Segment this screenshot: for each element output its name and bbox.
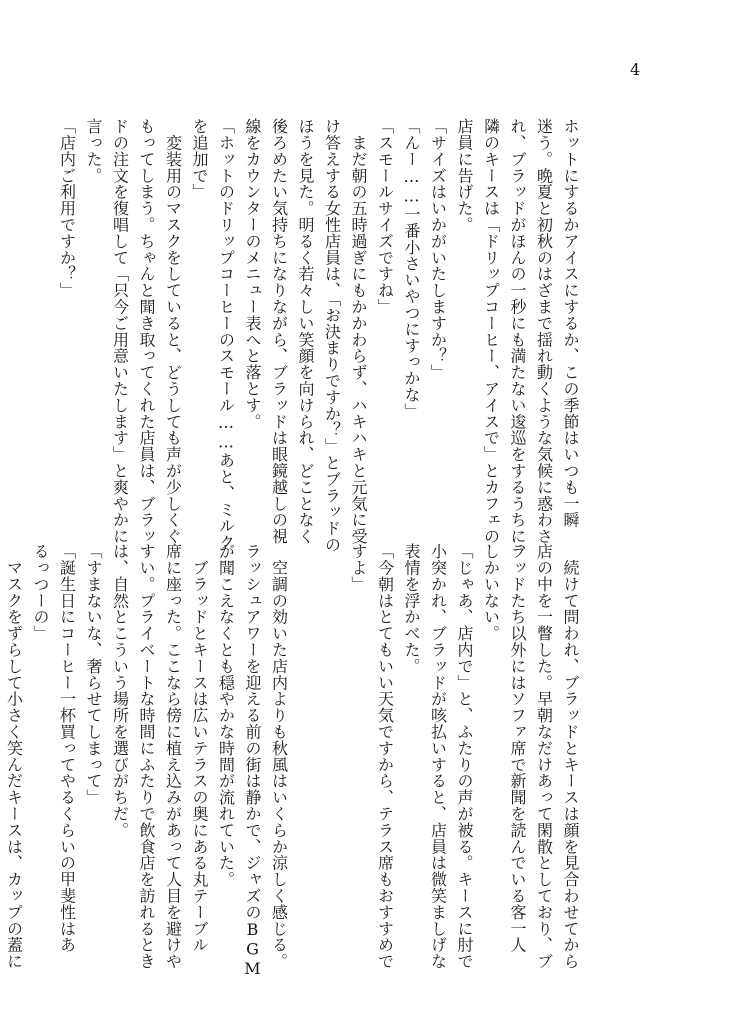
text-line (292, 543, 319, 943)
text-line: 「店内ご利用ですか？」 (57, 118, 77, 299)
text-line (318, 543, 345, 943)
text-line: 店の中を一瞥した。早朝なだけあって閑散としており、ブ (534, 543, 554, 970)
text-line: 変装用のマスクをしていると、どうしても声が少しくぐ (163, 118, 183, 545)
text-line: 店員に告げた。 (455, 118, 474, 233)
text-line: け答えする女性店員は、「お決まりですか？」とブラッドの (322, 118, 342, 553)
text-line: 「誕生日にコーヒー一杯買ってやるくらいの甲斐性はあ (57, 543, 77, 953)
text-line: すよ」 (349, 543, 368, 593)
text-line: マスクをずらして小さく笑んだキースは、カップの蓋に (4, 543, 24, 970)
text-line: 隣のキースは「ドリップコーヒー、アイスで」とカフェの (481, 118, 501, 545)
text-line: もってしまう。ちゃんと聞き取ってくれた店員は、ブラッ (137, 118, 156, 545)
text-line: ドの注文を復唱して「只今ご用意いたします」と爽やかに (110, 118, 130, 545)
text-line: ラッドたち以外にはソファ席で新聞を読んでいる客一人 (508, 543, 527, 953)
upper-text-block (53, 118, 583, 561)
text-line: は、自然とこういう場所を選びがちだ。 (110, 543, 130, 839)
text-line: 「サイズはいかがいたしますか？」 (428, 118, 448, 381)
text-line: 「すまないな、奢らせてしまって」 (84, 543, 103, 806)
text-line: 「今朝はとてもいい天気ですから、テラス席もおすすめで (375, 543, 395, 970)
text-line: を追加で」 (190, 118, 209, 200)
text-line: ほうを見た。明るく若々しい笑顔を向けられ、どことなく (296, 118, 315, 545)
text-line: 「じゃあ、店内で」と、ふたりの声が被る。キースに肘で (455, 543, 474, 970)
text-line: まだ朝の五時過ぎにもかかわらず、ハキハキと元気に受 (349, 118, 368, 545)
text-line: るっつーの」 (31, 543, 50, 642)
text-line: 小突かれ、ブラッドが咳払いすると、店員は微笑ましげな (428, 543, 448, 970)
text-line: れ、ブラッドがほんの一秒にも満たない逡巡をするうちに、 (508, 118, 527, 561)
text-line: 表情を浮かべた。 (402, 543, 421, 675)
text-line: 席に座った。ここなら傍に植え込みがあって人目を避けや (163, 543, 183, 970)
text-line: 迷う。晩夏と初秋のはざまで揺れ動くような気候に惑わさ (534, 118, 554, 545)
text-line: 「んー……一番小さいやつにすっかな」 (402, 118, 421, 420)
text-line: ホットにするかアイスにするか、この季節はいつも一瞬 (561, 118, 580, 528)
text-line: 後ろめたい気持ちになりながら、ブラッドは眼鏡越しの視 (269, 118, 289, 545)
text-line: しかいない。 (481, 543, 501, 642)
text-line: すい。プライベートな時間にふたりで飲食店を訪れるとき (137, 543, 156, 970)
page-number: 4 (630, 60, 641, 79)
text-line: ラッシュアワーを迎える前の街は静かで、ジャズのBGM (243, 543, 262, 979)
text-line: ブラッドとキースは広いテラスの奥にある丸テーブル (190, 543, 209, 953)
text-line: 「スモールサイズですね」 (375, 118, 395, 315)
text-line: 空調の効いた店内よりも秋風はいくらか涼しく感じる。 (269, 543, 289, 970)
lower-text-block (0, 543, 583, 979)
text-line: 言った。 (84, 118, 103, 184)
text-line: が聞こえなくとも穏やかな時間が流れていた。 (216, 543, 236, 888)
text-line: 線をカウンターのメニュー表へと落とす。 (243, 118, 262, 430)
text-line: 続けて問われ、ブラッドとキースは顔を見合わせてから (561, 543, 580, 970)
text-line: 「ホットのドリップコーヒーのスモール……あと、ミルク (216, 118, 236, 551)
